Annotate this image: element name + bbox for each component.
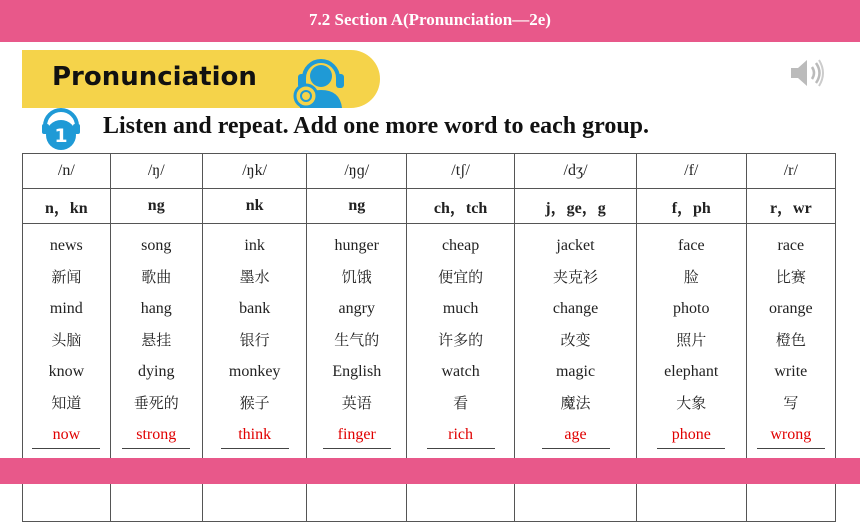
example-word: monkey bbox=[228, 363, 281, 380]
answer-blank[interactable] bbox=[338, 419, 376, 451]
word-translation: 悬挂 bbox=[141, 330, 172, 349]
answer-word: phone bbox=[671, 426, 711, 443]
step-number: 1 bbox=[54, 125, 68, 147]
top-bar bbox=[0, 0, 860, 42]
step-number-badge bbox=[40, 106, 82, 154]
phonetic-symbol: /n/ bbox=[23, 154, 111, 189]
answer-underline bbox=[323, 448, 391, 449]
word-translation: 猴子 bbox=[239, 393, 270, 412]
example-word: angry bbox=[338, 300, 375, 317]
word-translation: 比赛 bbox=[775, 267, 806, 286]
answer-blank[interactable] bbox=[448, 419, 473, 451]
word-translation: 大象 bbox=[676, 393, 707, 412]
answer-blank[interactable] bbox=[770, 419, 811, 451]
word-translation: 脸 bbox=[683, 267, 699, 286]
answer-blank[interactable] bbox=[53, 419, 81, 451]
example-word: dying bbox=[138, 363, 175, 380]
word-translation: 新闻 bbox=[51, 267, 82, 286]
example-word: magic bbox=[555, 363, 596, 380]
word-translation: 照片 bbox=[676, 330, 707, 349]
instruction-text: Listen and repeat. Add one more word to each group. bbox=[103, 113, 650, 139]
answer-underline bbox=[427, 448, 495, 449]
answer-word: wrong bbox=[770, 426, 812, 443]
example-word: song bbox=[141, 237, 172, 254]
answer-word: strong bbox=[136, 426, 177, 443]
example-word: race bbox=[777, 237, 805, 254]
letter-group: j，ge，g bbox=[515, 189, 637, 224]
example-word: photo bbox=[673, 300, 710, 317]
answer-word: finger bbox=[337, 426, 376, 443]
answer-blank[interactable] bbox=[564, 419, 586, 451]
example-word: elephant bbox=[664, 363, 719, 380]
example-word: write bbox=[774, 363, 808, 380]
word-translation: 橙色 bbox=[775, 330, 806, 349]
phonetic-symbol: /ŋɡ/ bbox=[307, 154, 407, 189]
example-word: change bbox=[552, 300, 599, 317]
answer-blank[interactable] bbox=[238, 419, 271, 451]
phonetic-symbol: /ŋ/ bbox=[110, 154, 202, 189]
word-translation: 墨水 bbox=[239, 267, 270, 286]
example-word: news bbox=[49, 237, 83, 254]
letter-group: nk bbox=[202, 189, 307, 224]
example-word: much bbox=[442, 300, 479, 317]
example-word: know bbox=[48, 363, 85, 380]
phonetic-symbol: /tʃ/ bbox=[407, 154, 515, 189]
letter-group: n，kn bbox=[23, 189, 111, 224]
section-label: Pronunciation bbox=[52, 62, 257, 92]
answer-word: rich bbox=[448, 426, 474, 443]
word-translation: 便宜的 bbox=[438, 267, 484, 286]
word-translation: 夹克衫 bbox=[553, 267, 599, 286]
word-translation: 生气的 bbox=[334, 330, 380, 349]
answer-underline bbox=[757, 448, 825, 449]
answer-word: think bbox=[238, 426, 272, 443]
example-word: jacket bbox=[556, 237, 595, 254]
headset-person-icon bbox=[292, 52, 350, 108]
answer-word: age bbox=[564, 426, 587, 443]
word-translation: 许多的 bbox=[438, 330, 484, 349]
lesson-title: 7.2 Section A(Pronunciation—2e) bbox=[309, 10, 551, 29]
answer-blank[interactable] bbox=[672, 419, 711, 451]
word-translation: 头脑 bbox=[51, 330, 82, 349]
answer-word: now bbox=[52, 426, 81, 443]
bottom-bar bbox=[0, 458, 860, 484]
word-translation: 歌曲 bbox=[141, 267, 172, 286]
phonetic-symbol: /dʒ/ bbox=[515, 154, 637, 189]
example-word: orange bbox=[769, 300, 813, 317]
letters-row bbox=[23, 189, 836, 224]
letter-group: ch，tch bbox=[407, 189, 515, 224]
example-word: mind bbox=[49, 300, 83, 317]
letter-group: ng bbox=[110, 189, 202, 224]
example-word: cheap bbox=[441, 237, 480, 254]
phonetic-symbol: /f/ bbox=[636, 154, 746, 189]
letter-group: r，wr bbox=[746, 189, 835, 224]
letter-group: ng bbox=[307, 189, 407, 224]
example-word: hang bbox=[140, 300, 172, 317]
word-translation: 银行 bbox=[239, 330, 270, 349]
speaker-icon[interactable] bbox=[789, 58, 825, 88]
example-word: face bbox=[677, 237, 705, 254]
word-translation: 改变 bbox=[560, 330, 591, 349]
answer-underline bbox=[32, 448, 100, 449]
letter-group: f，ph bbox=[636, 189, 746, 224]
answer-underline bbox=[542, 448, 610, 449]
word-translation: 魔法 bbox=[560, 393, 591, 412]
phonetic-symbol: /r/ bbox=[746, 154, 835, 189]
word-translation: 垂死的 bbox=[133, 393, 179, 412]
phonetic-symbol: /ŋk/ bbox=[202, 154, 307, 189]
word-translation: 饥饿 bbox=[341, 267, 372, 286]
answer-underline bbox=[657, 448, 725, 449]
example-word: English bbox=[332, 363, 382, 380]
example-word: watch bbox=[441, 363, 480, 380]
word-translation: 英语 bbox=[341, 393, 372, 412]
example-word: ink bbox=[244, 237, 265, 254]
example-word: bank bbox=[239, 300, 271, 317]
word-translation: 知道 bbox=[51, 393, 82, 412]
example-word: hunger bbox=[334, 237, 379, 254]
answer-blank[interactable] bbox=[136, 419, 176, 451]
word-translation: 看 bbox=[453, 393, 469, 412]
word-translation: 写 bbox=[783, 393, 799, 412]
symbol-row bbox=[23, 154, 836, 189]
answer-underline bbox=[221, 448, 289, 449]
answer-underline bbox=[122, 448, 190, 449]
